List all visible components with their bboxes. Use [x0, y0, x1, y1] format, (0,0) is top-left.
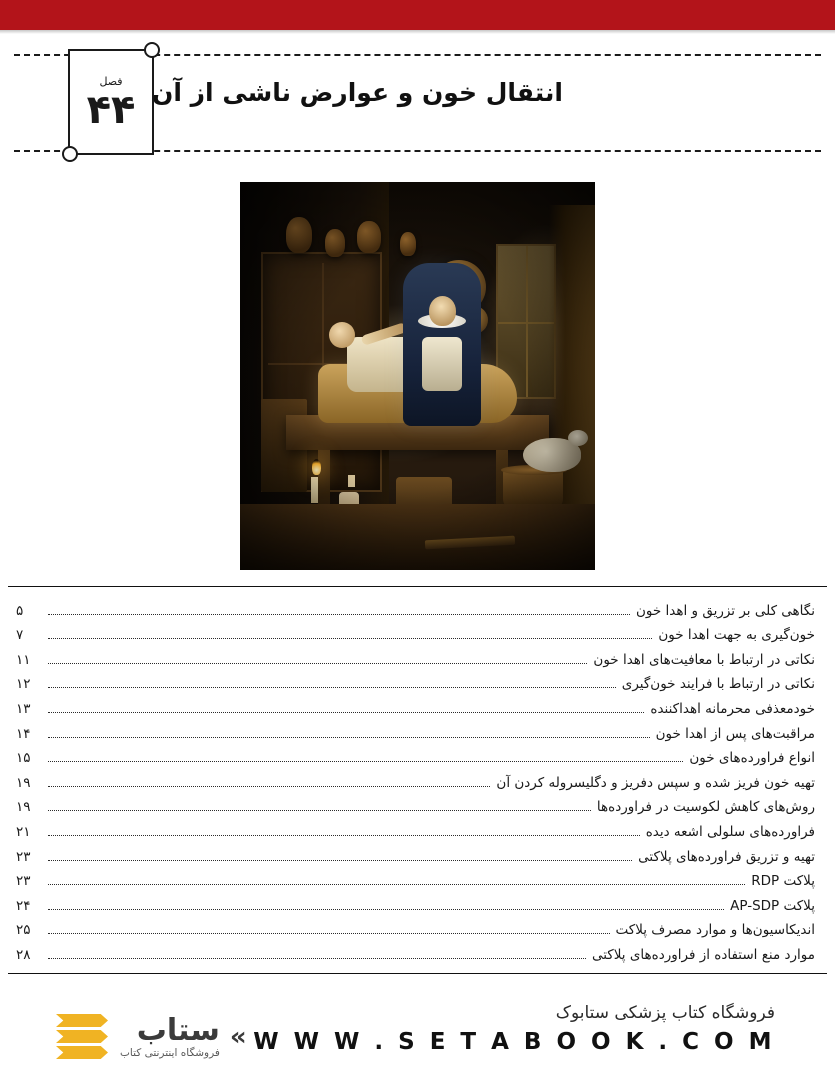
toc-row[interactable]: [8, 694, 827, 719]
toc-entry-page: ۷: [16, 627, 24, 644]
toc-entry-title: مراقبت‌های پس از اهدا خون: [655, 725, 815, 742]
toc-leader-dots: [48, 958, 586, 959]
toc-entry-title: تهیه خون فریز شده و سپس دفریز و دگلیسروله کردن آن: [496, 774, 815, 791]
toc-entry-page: ۱۹: [16, 799, 31, 816]
toc-entry-title: انواع فراورده‌های خون: [689, 750, 815, 767]
toc-entry-page: ۲۸: [16, 946, 31, 963]
toc-entry-page: ۱۴: [16, 725, 31, 742]
scene-vignette: [240, 182, 595, 570]
toc-row[interactable]: [8, 744, 827, 769]
toc-leader-dots: [48, 835, 640, 836]
toc-row[interactable]: [8, 940, 827, 965]
chapter-number: ۴۴: [86, 86, 136, 133]
page-footer: [0, 995, 835, 1080]
toc-entry-page: ۱۹: [16, 774, 31, 791]
toc-leader-dots: [48, 712, 644, 713]
toc-row[interactable]: [8, 842, 827, 867]
toc-row[interactable]: [8, 670, 827, 695]
logo-tagline: فروشگاه اینترنتی کتاب: [120, 1046, 220, 1059]
toc-entry-page: ۱۳: [16, 700, 31, 717]
toc-entry-title: نکاتی در ارتباط با معافیت‌های اهدا خون: [593, 651, 815, 668]
toc-entry-title: موارد منع استفاده از فراورده‌های پلاکتی: [591, 946, 815, 963]
chevron-icon: [56, 1046, 108, 1059]
footer-website-url[interactable]: W W W . S E T A B O O K . C O M: [253, 1029, 775, 1055]
toc-entry-title: خون‌گیری به جهت اهدا خون: [658, 627, 815, 644]
toc-leader-dots: [48, 860, 632, 861]
toc-row[interactable]: [8, 596, 827, 621]
toc-leader-dots: [48, 786, 490, 787]
toc-leader-dots: [48, 933, 610, 934]
toc-row[interactable]: [8, 867, 827, 892]
chevron-icon: [56, 1014, 108, 1027]
toc-leader-dots: [48, 737, 650, 738]
toc-row[interactable]: [8, 621, 827, 646]
double-chevron-icon: «: [229, 1022, 247, 1052]
toc-entry-page: ۱۱: [16, 651, 31, 668]
footer-brand: [253, 1003, 775, 1055]
toc-entry-title: تهیه و تزریق فراورده‌های پلاکتی: [638, 848, 815, 865]
toc-row[interactable]: [8, 719, 827, 744]
toc-leader-dots: [48, 687, 616, 688]
footer-shop-label: فروشگاه کتاب پزشکی ستابوک: [555, 1003, 775, 1023]
toc-row[interactable]: [8, 817, 827, 842]
chevron-stack-icon: [56, 1012, 110, 1062]
toc-entry-page: ۱۵: [16, 750, 31, 767]
toc-row[interactable]: [8, 768, 827, 793]
toc-entry-title: نگاهی کلی بر تزریق و اهدا خون: [635, 602, 815, 619]
toc-entry-title: فراورده‌های سلولی اشعه دیده: [645, 823, 815, 840]
toc-leader-dots: [48, 810, 591, 811]
toc-leader-dots: [48, 884, 745, 885]
scroll-curl-bottom-icon: [62, 146, 78, 162]
toc-entry-page: ۱۲: [16, 676, 31, 693]
toc-entry-title: پلاکت AP-SDP: [730, 897, 815, 914]
scroll-curl-top-icon: [144, 42, 160, 58]
toc-leader-dots: [48, 614, 630, 615]
toc-entry-title: خودمعذفی محرمانه اهداکننده: [650, 700, 815, 717]
setabook-logo: [56, 1005, 306, 1069]
top-red-band: [0, 0, 835, 30]
toc-leader-dots: [48, 638, 652, 639]
toc-row[interactable]: [8, 645, 827, 670]
logo-text: [120, 1015, 220, 1059]
chapter-header: [0, 34, 835, 168]
toc-row[interactable]: [8, 891, 827, 916]
table-of-contents: [8, 586, 827, 974]
chapter-illustration: [240, 182, 595, 570]
toc-leader-dots: [48, 761, 683, 762]
toc-row[interactable]: [8, 793, 827, 818]
toc-entry-title: نکاتی در ارتباط با فرایند خون‌گیری: [621, 676, 815, 693]
chevron-icon: [56, 1030, 108, 1043]
toc-entry-page: ۲۳: [16, 848, 31, 865]
illustration-scene: [240, 182, 595, 570]
toc-entry-page: ۵: [16, 602, 24, 619]
toc-leader-dots: [48, 909, 724, 910]
toc-entry-title: اندیکاسیون‌ها و موارد مصرف پلاکت: [615, 922, 815, 939]
toc-entry-page: ۲۵: [16, 922, 31, 939]
toc-entry-page: ۲۳: [16, 873, 31, 890]
chapter-word-label: فصل: [99, 74, 123, 88]
toc-entry-title: روش‌های کاهش لکوسیت در فراورده‌ها: [596, 799, 815, 816]
logo-wordmark: ستاب: [136, 1013, 220, 1049]
page-title: انتقال خون و عوارض ناشی از آن: [152, 78, 563, 107]
toc-row[interactable]: [8, 916, 827, 941]
toc-entry-page: ۲۴: [16, 897, 31, 914]
toc-leader-dots: [48, 663, 587, 664]
toc-entry-page: ۲۱: [16, 823, 31, 840]
toc-entry-title: پلاکت RDP: [751, 873, 815, 890]
